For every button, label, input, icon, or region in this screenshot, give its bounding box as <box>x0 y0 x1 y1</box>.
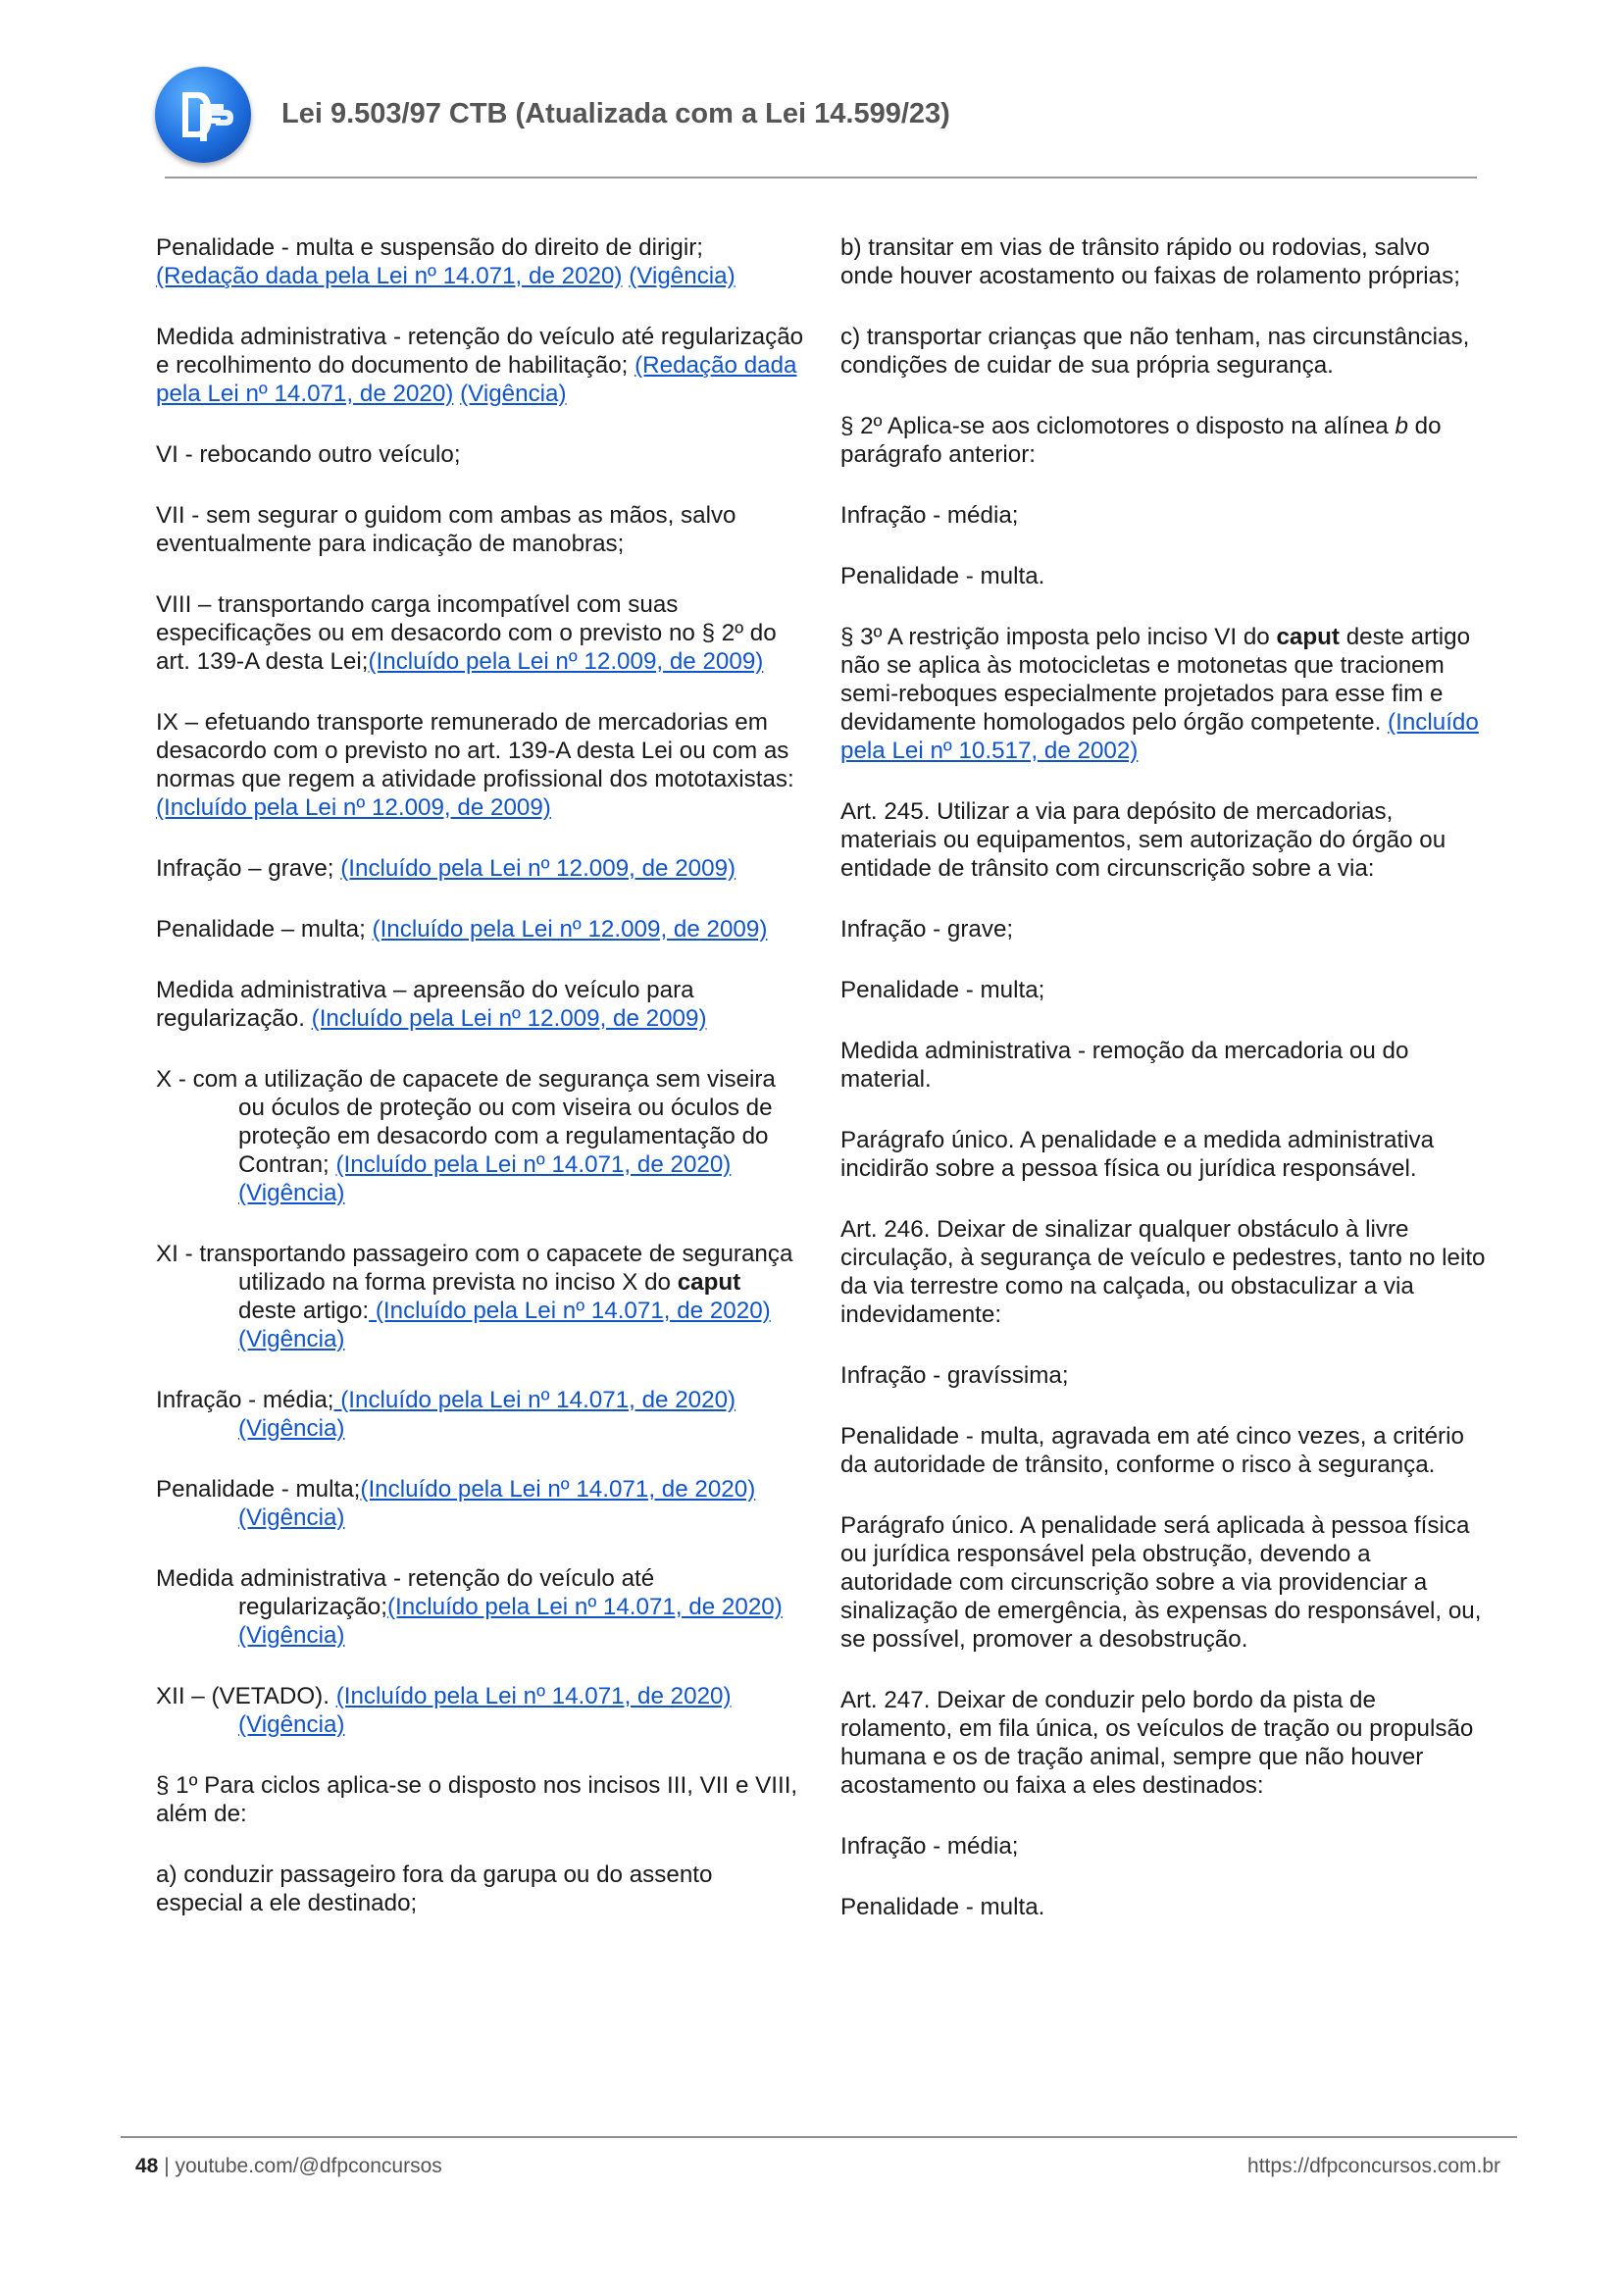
bold-term: caput <box>677 1269 741 1296</box>
legislation-reference-link[interactable]: (Vigência) <box>238 1622 345 1649</box>
law-paragraph <box>156 1861 805 1917</box>
paragraph-text: a) conduzir passageiro fora da garupa ou do assento especial a ele destinado; <box>156 1861 713 1916</box>
paragraph-text: Penalidade - multa. <box>840 1894 1045 1920</box>
law-paragraph <box>840 976 1488 1004</box>
legislation-reference-link[interactable]: (Incluído pela Lei nº 14.071, de 2020) <box>369 1298 771 1324</box>
paragraph-text: Infração - média; <box>156 1387 334 1413</box>
paragraph-text: Medida administrativa - retenção do veículo até regularização e recolhimento do documento de habilitação; <box>156 324 804 379</box>
document-title: Lei 9.503/97 CTB (Atualizada com a Lei 14.599/23) <box>281 98 950 129</box>
paragraph-text: Penalidade - multa. <box>840 563 1045 589</box>
law-paragraph <box>840 1832 1488 1861</box>
italic-term: b <box>1395 413 1408 439</box>
law-paragraph <box>156 501 805 558</box>
legislation-reference-link[interactable]: (Vigência) <box>238 1504 345 1531</box>
paragraph-text: Penalidade – multa; <box>156 916 373 943</box>
paragraph-text: § 2º Aplica-se aos ciclomotores o disposto na alínea <box>840 413 1396 439</box>
law-paragraph <box>840 1511 1488 1654</box>
law-paragraph <box>840 797 1488 883</box>
law-paragraph <box>840 915 1488 943</box>
law-paragraph <box>840 623 1488 765</box>
legislation-reference-link[interactable]: (Redação dada pela Lei nº 14.071, de 2020) <box>156 352 797 407</box>
legislation-reference-link[interactable]: (Vigência) <box>238 1326 345 1352</box>
legislation-reference-link[interactable]: (Incluído pela Lei nº 12.009, de 2009) <box>340 855 736 882</box>
law-paragraph <box>840 233 1488 290</box>
paragraph-text: do parágrafo anterior: <box>840 413 1442 468</box>
left-text-column <box>156 233 805 1950</box>
paragraph-text: § 1º Para ciclos aplica-se o disposto nos incisos III, VII e VIII, além de: <box>156 1772 798 1827</box>
paragraph-text: Art. 245. Utilizar a via para depósito de mercadorias, materiais ou equipamentos, sem autorização do órgão ou entidade de trânsito com circunscrição sobre a via: <box>840 798 1446 882</box>
paragraph-text: IX – efetuando transporte remunerado de mercadorias em desacordo com o previsto no art. 139-A desta Lei ou com as normas que regem a atividade profissional dos mototaxistas: <box>156 709 794 792</box>
paragraph-text: Penalidade - multa, agravada em até cinco vezes, a critério da autoridade de trânsito, conforme o risco à segurança. <box>840 1423 1464 1478</box>
legislation-reference-link[interactable]: (Incluído pela Lei nº 14.071, de 2020) <box>360 1476 756 1503</box>
header-divider <box>165 177 1477 178</box>
page-header <box>0 0 1624 186</box>
law-paragraph <box>840 412 1488 469</box>
paragraph-text: § 3º A restrição imposta pelo inciso VI do <box>840 624 1277 650</box>
legislation-reference-link[interactable]: (Vigência) <box>238 1415 345 1442</box>
paragraph-text: Medida administrativa – apreensão do veículo para regularização. <box>156 977 694 1032</box>
law-paragraph <box>840 323 1488 380</box>
paragraph-text: X - com a utilização de capacete de segurança sem viseira ou óculos de proteção ou com viseira ou óculos de proteção em desacordo com a regulamentação do Contran; <box>156 1066 776 1178</box>
paragraph-text: Penalidade - multa; <box>840 977 1045 1003</box>
law-paragraph <box>156 1771 805 1828</box>
law-paragraph <box>840 1422 1488 1479</box>
paragraph-text: VIII – transportando carga incompatível com suas especificações ou em desacordo com o previsto no § 2º do art. 139-A desta Lei; <box>156 591 777 675</box>
law-paragraph <box>156 233 805 290</box>
law-paragraph <box>840 1126 1488 1183</box>
paragraph-text: XII – (VETADO). <box>156 1683 336 1709</box>
legislation-reference-link[interactable]: (Vigência) <box>238 1180 345 1206</box>
law-paragraph <box>156 323 805 408</box>
legislation-reference-link[interactable]: (Incluído pela Lei nº 12.009, de 2009) <box>368 648 764 675</box>
footer-separator: | <box>158 2155 176 2177</box>
footer-divider <box>121 2136 1517 2138</box>
paragraph-text: Medida administrativa - retenção do veículo até regularização; <box>156 1565 655 1620</box>
law-paragraph <box>156 1682 805 1739</box>
law-paragraph <box>840 501 1488 530</box>
youtube-link[interactable]: youtube.com/@dfpconcursos <box>175 2155 442 2177</box>
paragraph-text: Infração - média; <box>840 1833 1019 1860</box>
paragraph-text: VI - rebocando outro veículo; <box>156 441 461 468</box>
law-paragraph <box>840 1893 1488 1921</box>
paragraph-text: b) transitar em vias de trânsito rápido ou rodovias, salvo onde houver acostamento ou faixas de rolamento próprias; <box>840 234 1460 289</box>
paragraph-text: VII - sem segurar o guidom com ambas as mãos, salvo eventualmente para indicação de manobras; <box>156 502 736 557</box>
paragraph-text: Penalidade - multa e suspensão do direito de dirigir; <box>156 234 703 261</box>
bold-term: caput <box>1276 624 1340 650</box>
law-paragraph <box>840 1215 1488 1329</box>
legislation-reference-link[interactable]: (Incluído pela Lei nº 14.071, de 2020) <box>335 1683 732 1709</box>
paragraph-text: deste artigo não se aplica às motocicletas e motonetas que tracionem semi-reboques especialmente projetados para esse fim e devidamente homologados pelo órgão competente. <box>840 624 1471 736</box>
dfp-logo-icon <box>155 67 251 163</box>
law-paragraph <box>156 1386 805 1443</box>
paragraph-text: Medida administrativa - remoção da mercadoria ou do material. <box>840 1038 1409 1093</box>
paragraph-text: Parágrafo único. A penalidade e a medida administrativa incidirão sobre a pessoa física ou jurídica responsável. <box>840 1127 1435 1182</box>
legislation-reference-link[interactable]: (Incluído pela Lei nº 12.009, de 2009) <box>156 794 551 821</box>
paragraph-text: Parágrafo único. A penalidade será aplicada à pessoa física ou jurídica responsável pela obstrução, devendo a autoridade com circunscrição sobre a via providenciar a sinalização de emergência, às expensas do responsável, ou, se possível, promover a desobstrução. <box>840 1512 1482 1653</box>
law-paragraph <box>156 590 805 676</box>
law-paragraph <box>156 440 805 469</box>
paragraph-text: XI - transportando passageiro com o capacete de segurança utilizado na forma prevista no inciso X do <box>156 1241 793 1296</box>
paragraph-text: c) transportar crianças que não tenham, nas circunstâncias, condições de cuidar de sua própria segurança. <box>840 324 1470 379</box>
legislation-reference-link[interactable]: (Incluído pela Lei nº 10.517, de 2002) <box>840 709 1479 764</box>
law-paragraph <box>840 1686 1488 1800</box>
law-paragraph <box>156 1564 805 1650</box>
law-paragraph <box>156 1240 805 1353</box>
paragraph-text: deste artigo: <box>238 1298 370 1324</box>
paragraph-text: Art. 246. Deixar de sinalizar qualquer obstáculo à livre circulação, à segurança de veículo e pedestres, tanto no leito da via terrestre como na calçada, ou obstaculizar a via indevidamente: <box>840 1216 1486 1328</box>
legislation-reference-link[interactable]: (Incluído pela Lei nº 14.071, de 2020) <box>386 1594 783 1620</box>
right-text-column <box>840 233 1488 1954</box>
legislation-reference-link[interactable]: (Vigência) <box>460 381 567 407</box>
dfp-logo <box>155 67 251 163</box>
paragraph-text: Infração - gravíssima; <box>840 1362 1069 1389</box>
page-number: 48 <box>135 2155 159 2177</box>
legislation-reference-link[interactable]: (Incluído pela Lei nº 14.071, de 2020) <box>335 1151 732 1178</box>
paragraph-text: Infração – grave; <box>156 855 341 882</box>
law-paragraph <box>156 708 805 822</box>
law-paragraph <box>156 854 805 883</box>
footer-left <box>135 2155 442 2178</box>
legislation-reference-link[interactable]: (Redação dada pela Lei nº 14.071, de 2020) <box>156 263 623 289</box>
paragraph-text: Infração - média; <box>840 502 1019 529</box>
paragraph-text: Art. 247. Deixar de conduzir pelo bordo da pista de rolamento, em fila única, os veículos de tração ou propulsão humana e os de tração animal, sempre que não houver acostamento ou faixa a eles destinados: <box>840 1687 1474 1799</box>
paragraph-text: Infração - grave; <box>840 916 1014 943</box>
legislation-reference-link[interactable]: (Vigência) <box>238 1711 345 1738</box>
law-paragraph <box>840 562 1488 590</box>
paragraph-text: Penalidade - multa; <box>156 1476 361 1503</box>
legislation-reference-link[interactable]: (Vigência) <box>629 263 736 289</box>
law-paragraph <box>840 1037 1488 1094</box>
legislation-reference-link[interactable]: (Incluído pela Lei nº 14.071, de 2020) <box>333 1387 736 1413</box>
law-paragraph <box>156 1065 805 1207</box>
law-paragraph <box>840 1361 1488 1390</box>
legislation-reference-link[interactable]: (Incluído pela Lei nº 12.009, de 2009) <box>311 1005 707 1032</box>
law-paragraph <box>156 915 805 943</box>
law-paragraph <box>156 976 805 1033</box>
legislation-reference-link[interactable]: (Incluído pela Lei nº 12.009, de 2009) <box>372 916 768 943</box>
website-link[interactable]: https://dfpconcursos.com.br <box>1247 2155 1500 2177</box>
law-paragraph <box>156 1475 805 1532</box>
